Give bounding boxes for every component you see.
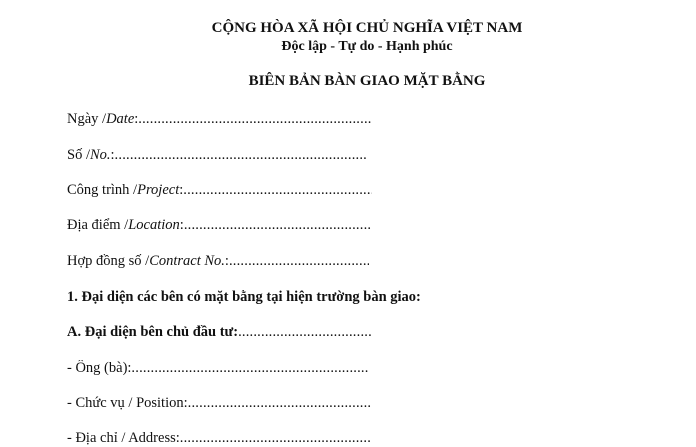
name-field[interactable] <box>67 360 369 377</box>
fill-line[interactable] <box>131 360 369 377</box>
number-field[interactable] <box>67 147 367 164</box>
section-a-heading: A. Đại diện bên chủ đầu tư: <box>67 324 239 340</box>
location-label-en: Location <box>128 217 180 233</box>
location-label: Địa điểm / <box>67 217 129 233</box>
section-1-text: 1. Đại diện các bên có mặt bằng tại hiện trường bàn giao: <box>67 289 421 305</box>
location-field[interactable] <box>67 217 372 234</box>
fill-line[interactable] <box>183 182 372 199</box>
fill-line[interactable] <box>115 147 367 164</box>
investor-field[interactable] <box>67 324 371 341</box>
contract-label-en: Contract No. <box>149 253 225 269</box>
fill-line[interactable] <box>229 253 369 270</box>
document-title: BIÊN BẢN BÀN GIAO MẶT BẰNG <box>248 73 486 89</box>
position-field[interactable] <box>67 395 371 412</box>
fill-line[interactable] <box>138 111 372 128</box>
project-label: Công trình / <box>67 182 138 198</box>
number-label-en: No. <box>89 147 111 163</box>
number-label: Số / <box>67 147 90 163</box>
contract-field[interactable] <box>67 253 369 270</box>
date-label: Ngày / <box>67 111 107 127</box>
date-label-en: Date <box>106 111 135 127</box>
motto: Độc lập - Tự do - Hạnh phúc <box>281 39 453 54</box>
address-field[interactable] <box>67 430 371 447</box>
fill-line[interactable] <box>238 324 371 341</box>
address-label: - Địa chỉ / Address: <box>67 430 180 446</box>
position-label: - Chức vụ / Position: <box>67 395 188 411</box>
colon: : <box>134 111 139 127</box>
contract-label: Hợp đồng số / <box>67 253 150 269</box>
colon: : <box>224 253 229 269</box>
nation-heading: CỘNG HÒA XÃ HỘI CHỦ NGHĨA VIỆT NAM <box>211 20 523 36</box>
colon: : <box>179 217 184 233</box>
colon: : <box>179 182 184 198</box>
colon: : <box>110 147 115 163</box>
section-1-heading <box>67 289 547 306</box>
project-field[interactable] <box>67 182 372 199</box>
name-label: - Ông (bà): <box>67 360 132 376</box>
fill-line[interactable] <box>180 430 371 447</box>
fill-line[interactable] <box>184 217 372 234</box>
date-field[interactable] <box>67 111 372 128</box>
project-label-en: Project <box>137 182 180 198</box>
fill-line[interactable] <box>188 395 371 412</box>
